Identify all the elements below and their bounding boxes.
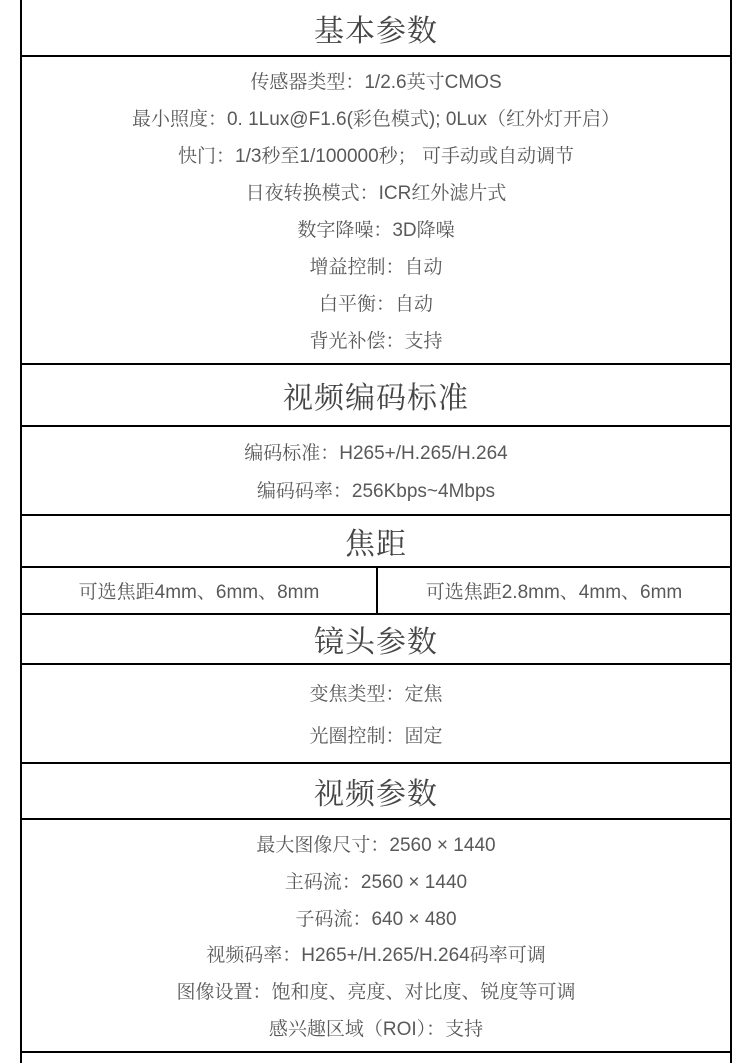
next-section-stub	[22, 1053, 730, 1063]
section-header-lens	[22, 615, 730, 665]
section-header-video	[22, 764, 730, 820]
section-content-encoding	[22, 427, 730, 516]
spec-row-main-stream: 主码流：2560 × 1440	[284, 871, 468, 893]
section-title-video: 视频参数	[314, 778, 438, 811]
section-content-video	[22, 820, 730, 1053]
spec-row-digital-noise-reduction: 数字降噪：3D降噪	[297, 220, 455, 241]
section-title-lens: 镜头参数	[314, 626, 438, 659]
section-content-lens	[22, 665, 730, 764]
section-title-basic: 基本参数	[314, 14, 438, 48]
spec-row-backlight-compensation: 背光补偿：支持	[309, 331, 443, 352]
spec-row-sensor-type: 传感器类型：1/2.6英寸CMOS	[250, 72, 502, 93]
spec-row-white-balance: 白平衡：自动	[318, 294, 433, 315]
section-title-focal: 焦距	[345, 528, 407, 561]
spec-row-min-illumination: 最小照度：0. 1Lux@F1.6(彩色模式); 0Lux（红外灯开启）	[131, 109, 621, 130]
focal-option-left: 可选焦距4mm、6mm、8mm	[78, 582, 320, 603]
spec-row-encoding-bitrate: 编码码率：256Kbps~4Mbps	[256, 481, 496, 502]
section-header-basic	[22, 0, 730, 57]
spec-row-max-image-size: 最大图像尺寸：2560 × 1440	[256, 834, 496, 856]
spec-row-video-bitrate: 视频码率：H265+/H.265/H.264码率可调	[206, 945, 546, 967]
spec-row-zoom-type: 变焦类型：定焦	[309, 684, 443, 706]
spec-row-gain-control: 增益控制：自动	[309, 257, 443, 278]
spec-row-sub-stream: 子码流：640 × 480	[295, 908, 457, 930]
section-title-encoding: 视频编码标准	[283, 382, 469, 415]
spec-row-shutter: 快门：1/3秒至1/100000秒； 可手动或自动调节	[178, 146, 574, 167]
section-header-encoding	[22, 365, 730, 427]
focal-length-options-row	[22, 568, 730, 615]
spec-row-roi: 感兴趣区域（ROI）：支持	[268, 1019, 484, 1041]
spec-table	[20, 0, 732, 1063]
section-content-basic	[22, 57, 730, 365]
spec-row-iris-control: 光圈控制：固定	[309, 725, 443, 747]
spec-row-encoding-standard: 编码标准：H265+/H.265/H.264	[244, 443, 508, 464]
spec-row-day-night-mode: 日夜转换模式：ICR红外滤片式	[245, 183, 507, 204]
spec-row-image-settings: 图像设置：饱和度、亮度、对比度、锐度等可调	[176, 982, 576, 1004]
section-header-focal	[22, 516, 730, 568]
focal-option-right: 可选焦距2.8mm、4mm、6mm	[376, 568, 730, 613]
